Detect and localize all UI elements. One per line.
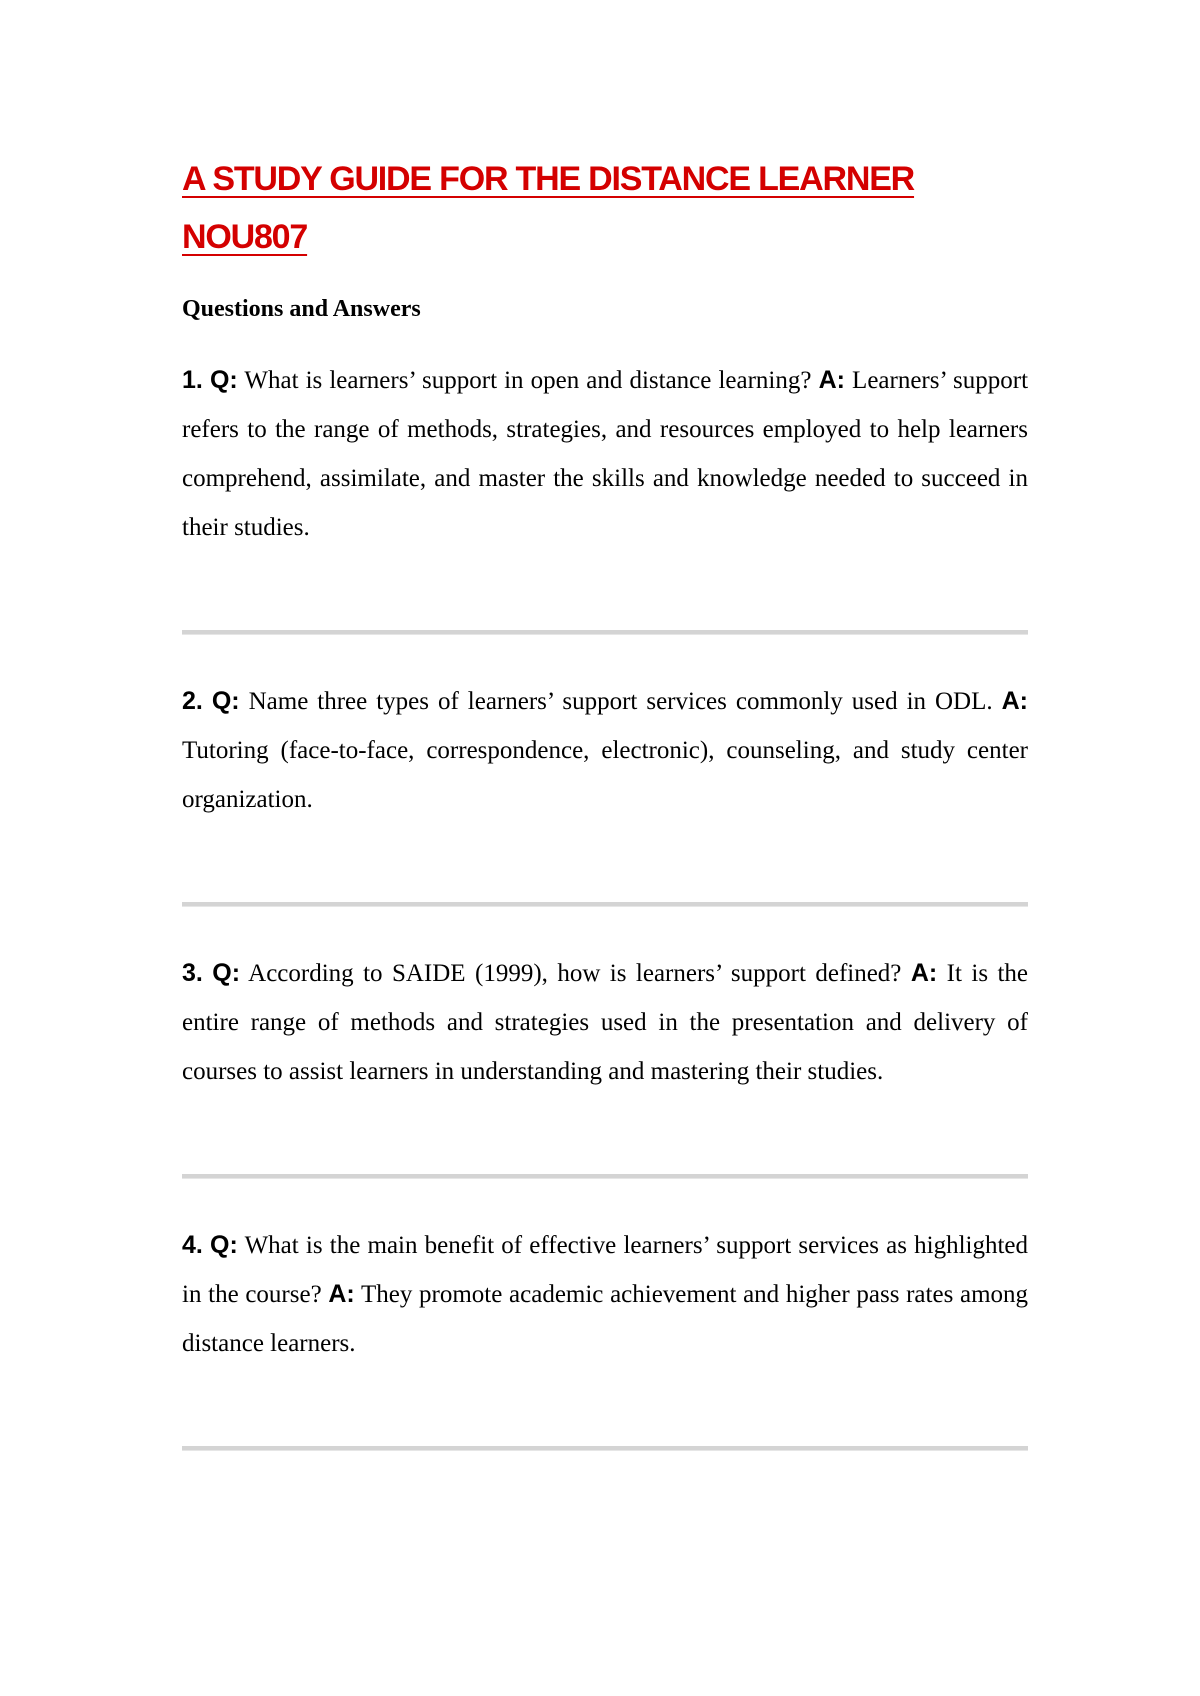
- qa-number: 4.: [182, 1231, 203, 1259]
- question-label: Q:: [212, 959, 241, 987]
- title-line-1: A STUDY GUIDE FOR THE DISTANCE LEARNER: [182, 160, 915, 198]
- answer-text: They promote academic achievement and higher pass rates among distance learners.: [182, 1281, 1029, 1357]
- question-text: Name three types of learners’ support services commonly used in ODL.: [248, 688, 993, 715]
- title-line-2: NOU807: [182, 218, 308, 256]
- document-page: [182, 150, 1028, 1451]
- qa-item-3: [182, 949, 1028, 1096]
- answer-label: A:: [910, 959, 938, 987]
- answer-text: Tutoring (face-to-face, correspondence, electronic), counseling, and study center organization.: [182, 737, 1028, 813]
- answer-label: A:: [1001, 687, 1029, 715]
- horizontal-rule: [182, 1174, 1028, 1179]
- question-label: Q:: [209, 366, 238, 394]
- horizontal-rule: [182, 1446, 1028, 1451]
- question-label: Q:: [210, 1231, 238, 1259]
- question-text: What is the main benefit of effective learners’ support services as highlighted in the course?: [182, 1232, 1028, 1308]
- qa-number: 2.: [182, 687, 203, 715]
- document-title: [182, 150, 1028, 266]
- qa-number: 3.: [182, 959, 203, 987]
- qa-item-2: [182, 677, 1028, 824]
- question-text: According to SAIDE (1999), how is learners’ support defined?: [248, 960, 902, 987]
- qa-item-1: [182, 356, 1028, 552]
- horizontal-rule: [182, 630, 1028, 635]
- qa-item-4: [182, 1221, 1028, 1368]
- answer-label: A:: [818, 366, 845, 394]
- horizontal-rule: [182, 902, 1028, 907]
- answer-label: A:: [328, 1280, 355, 1308]
- question-text: What is learners’ support in open and distance learning?: [244, 367, 812, 394]
- section-heading: Questions and Answers: [182, 296, 421, 322]
- answer-text: Learners’ support refers to the range of methods, strategies, and resources employed to help learners comprehend, assimilate, and master the skills and knowledge needed to succeed in their studies.: [182, 367, 1029, 541]
- answer-text: It is the entire range of methods and strategies used in the presentation and delivery of courses to assist learners in understanding and mastering their studies.: [182, 960, 1029, 1085]
- qa-number: 1.: [182, 366, 203, 394]
- question-label: Q:: [211, 687, 240, 715]
